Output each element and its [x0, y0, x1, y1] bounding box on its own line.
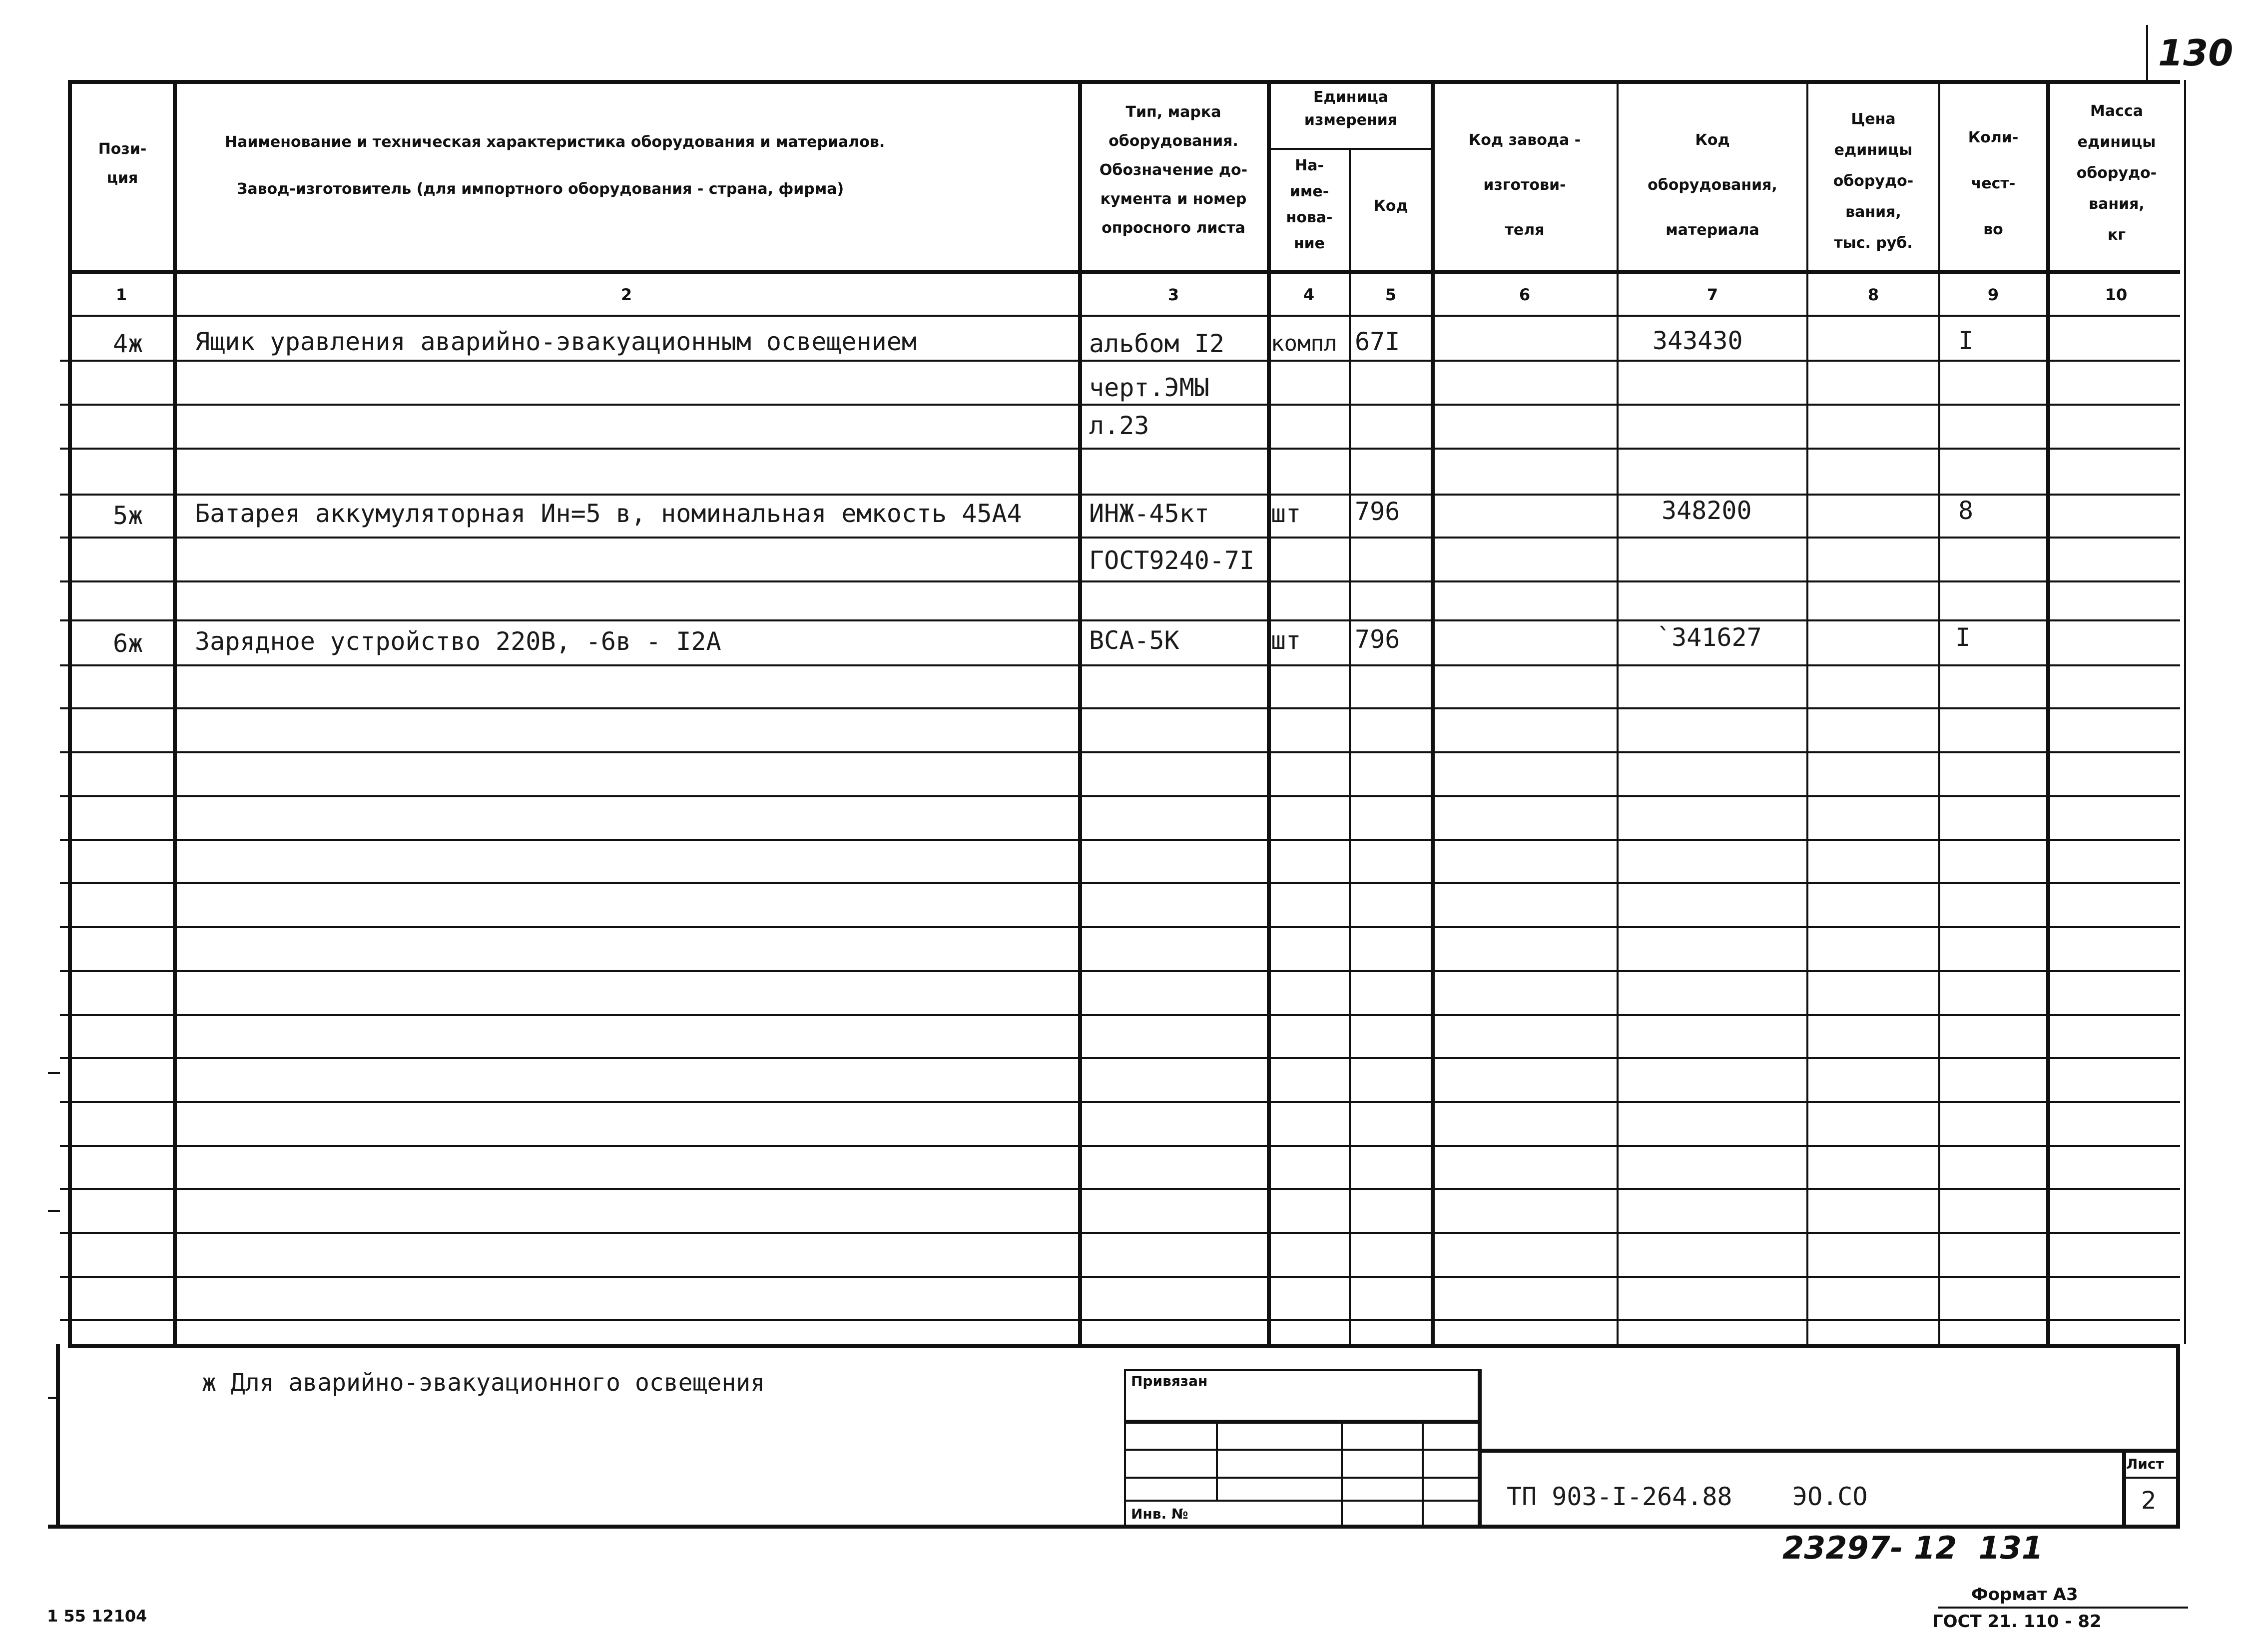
col-border-9: [2046, 80, 2050, 1344]
cell-unit: шт: [1271, 626, 1301, 655]
row-rule: [60, 1276, 2180, 1278]
cell-type: л.23: [1089, 411, 1149, 440]
stamp-line: [1478, 1449, 2177, 1453]
row-rule: [60, 448, 2180, 450]
cell-type: ГОСТ9240-7I: [1089, 546, 1255, 575]
header-unit-code: Код: [1373, 197, 1408, 215]
handwritten-archive-number: 23297- 12 131: [1782, 1530, 2043, 1566]
header-type: Тип, марка оборудования. Обозначение до- кумента и номер опросного листа: [1099, 103, 1248, 237]
cell-quantity: 8: [1958, 496, 1974, 525]
row-rule: [60, 494, 2180, 496]
stamp-line: [2122, 1449, 2126, 1525]
header-quantity: Коли- чест- во: [1968, 129, 2019, 238]
row-rule: [60, 404, 2180, 406]
cell-type: ИНЖ-45кт: [1089, 499, 1209, 528]
column-number-7: 7: [1706, 285, 1718, 304]
bottom-right-border: [2176, 1344, 2180, 1527]
column-number-8: 8: [1867, 285, 1879, 304]
cell-equipment-code: 343430: [1653, 326, 1743, 355]
footnote: ж Для аварийно-эвакуационного освещения: [202, 1369, 765, 1397]
bottom-left-border: [56, 1344, 60, 1527]
header-position: Пози- ция: [98, 140, 147, 187]
row-rule: [60, 537, 2180, 539]
header-unit-name: На- име- нова- ние: [1286, 157, 1333, 252]
cell-unit-code: 67I: [1355, 327, 1400, 356]
col-border-3: [1267, 80, 1271, 1344]
header-unit-group: Единица измерения: [1304, 88, 1398, 129]
margin-tick: [48, 1072, 60, 1074]
cell-name: Ящик уравления аварийно-эвакуационным освещением: [195, 327, 917, 356]
header-name-line2: Завод-изготовитель (для импортного оборудования - страна, фирма): [237, 180, 844, 198]
row-rule: [60, 926, 2180, 928]
row-rule: [60, 1057, 2180, 1059]
document-code: ТП 903-I-264.88: [1507, 1482, 1732, 1511]
handwritten-page-number: 130: [2158, 32, 2234, 74]
column-number-3: 3: [1167, 285, 1179, 304]
row-rule: [60, 839, 2180, 841]
sheet-number: 2: [2141, 1487, 2157, 1515]
column-number-4: 4: [1303, 285, 1315, 304]
stamp-line: [1478, 1369, 1482, 1527]
col-border-7: [1806, 80, 1808, 1344]
stamp-line: [1216, 1420, 1218, 1500]
unit-group-divider: [1269, 148, 1434, 150]
cell-name: Зарядное устройство 220В, -6в - I2А: [195, 627, 721, 656]
inventory-label: Инв. №: [1131, 1506, 1188, 1522]
header-mass: Масса единицы оборудо- вания, кг: [2076, 102, 2157, 244]
cell-position: 4ж: [113, 329, 143, 358]
stamp-line: [1124, 1369, 1126, 1527]
gost-label: ГОСТ 21. 110 - 82: [1932, 1612, 2102, 1632]
stamp-line: [1422, 1420, 1424, 1527]
cell-type: ВСА-5К: [1089, 626, 1179, 655]
column-number-10: 10: [2105, 285, 2128, 304]
cell-unit: компл: [1271, 331, 1337, 356]
stamp-line: [1124, 1500, 1481, 1502]
column-number-6: 6: [1519, 285, 1531, 304]
header-factory-code: Код завода - изготови- теля: [1468, 131, 1581, 239]
row-rule: [60, 795, 2180, 797]
col-border-5: [1431, 80, 1435, 1344]
row-rule: [60, 1014, 2180, 1016]
cell-type: черт.ЭМЫ: [1089, 373, 1209, 402]
cell-unit-code: 796: [1355, 497, 1400, 526]
bottom-border: [48, 1525, 2180, 1529]
col-border-left: [68, 80, 72, 1344]
format-label: Формат А3: [1971, 1585, 2078, 1605]
column-number-9: 9: [1987, 285, 1999, 304]
row-rule: [60, 664, 2180, 666]
stamp-line: [1124, 1449, 1481, 1451]
col-border-right: [2184, 80, 2186, 1344]
cell-quantity: I: [1955, 623, 1971, 652]
bound-label: Привязан: [1131, 1373, 1208, 1389]
page-number-divider: [2146, 25, 2148, 80]
table-top-border: [68, 80, 2180, 84]
cell-equipment-code: `341627: [1657, 623, 1762, 652]
row-rule: [60, 751, 2180, 753]
cell-position: 5ж: [113, 501, 143, 530]
print-code: 1 55 12104: [47, 1607, 147, 1626]
column-number-2: 2: [620, 285, 632, 304]
header-name-line1: Наименование и техническая характеристика оборудования и материалов.: [225, 133, 885, 151]
row-rule: [60, 1101, 2180, 1103]
col-border-4: [1349, 148, 1351, 1344]
cell-position: 6ж: [113, 629, 143, 658]
row-rule: [60, 707, 2180, 709]
col-border-8: [1938, 80, 1940, 1344]
cell-name: Батарея аккумуляторная Ин=5 в, номинальная емкость 45А4: [195, 499, 1022, 528]
row-rule: [60, 360, 2180, 362]
table-bottom-border: [68, 1344, 2180, 1348]
stamp-line: [1124, 1477, 1481, 1479]
column-number-5: 5: [1385, 285, 1397, 304]
row-rule: [60, 970, 2180, 972]
margin-tick: [48, 1210, 60, 1212]
row-rule: [60, 882, 2180, 884]
row-rule: [60, 1232, 2180, 1234]
header-bottom-border: [68, 270, 2180, 274]
row-rule: [60, 1188, 2180, 1190]
stamp-line: [1341, 1420, 1343, 1527]
col-border-1: [173, 80, 177, 1344]
row-rule: [60, 1145, 2180, 1147]
cell-unit-code: 796: [1355, 625, 1400, 654]
sheet-label: Лист: [2126, 1456, 2164, 1472]
col-border-2: [1078, 80, 1082, 1344]
row-rule: [60, 580, 2180, 582]
column-number-1: 1: [115, 285, 127, 304]
stamp-line: [1124, 1369, 1481, 1371]
margin-tick: [48, 1397, 60, 1399]
row-rule: [60, 1319, 2180, 1321]
column-number-bottom-border: [68, 315, 2180, 317]
col-border-6: [1617, 80, 1619, 1344]
stamp-line: [1124, 1420, 1481, 1424]
header-equipment-code: Код оборудования, материала: [1648, 131, 1777, 239]
format-divider: [1938, 1607, 2188, 1609]
row-rule: [60, 619, 2180, 621]
cell-unit: шт: [1271, 499, 1301, 528]
document-section: ЭО.СО: [1792, 1482, 1868, 1511]
stamp-line: [2122, 1477, 2176, 1479]
header-price: Цена единицы оборудо- вания, тыс. руб.: [1833, 110, 1914, 252]
cell-quantity: I: [1958, 326, 1974, 355]
cell-type: альбом I2: [1089, 329, 1224, 358]
cell-equipment-code: 348200: [1662, 496, 1752, 525]
